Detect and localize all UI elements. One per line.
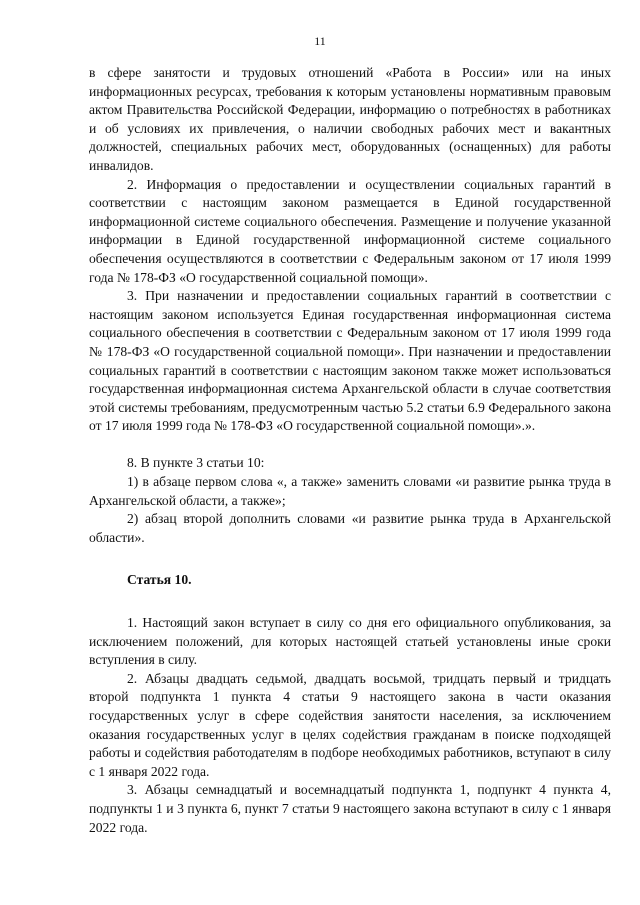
paragraph-item-8: 8. В пункте 3 статьи 10: — [127, 455, 265, 471]
document-body — [89, 64, 611, 837]
paragraph-item-2: 2. Информация о предоставлении и осуществлении социальных гарантий в соответствии с настоящим законом размещается в Единой государственной информационной системе социального обеспечения. Размещение и получение указанной информации в Единой государственной информационной системе социального обеспечения осуществляются в соответствии с Федеральным законом от 17 июля 1999 года № 178-ФЗ «О государственной социальной помощи». — [89, 176, 611, 285]
spacer — [89, 547, 611, 571]
spacer — [89, 436, 611, 455]
article-heading: Статья 10. — [127, 572, 192, 588]
page-number: 11 — [314, 34, 326, 48]
paragraph-subitem-2: 2) абзац второй дополнить словами «и развитие рынка труда в Архангельской области». — [89, 511, 611, 545]
paragraph-subitem-1: 1) в абзаце первом слова «, а также» заменить словами «и развитие рынка труда в Архангельской области, а также»; — [89, 474, 611, 508]
spacer — [89, 590, 611, 614]
article-10-item-1: 1. Настоящий закон вступает в силу со дня его официального опубликования, за исключением положений, для которых настоящей статьей установлены иные сроки вступления в силу. — [89, 615, 611, 668]
paragraph-continuation: в сфере занятости и трудовых отношений «Работа в России» или на иных информационных ресурсах, требования к которым установлены нормативным правовым актом Правительства Российской Федерации, информацию о потребностях в работниках и об условиях их привлечения, о наличии свободных рабочих мест и вакантных должностей, специальных рабочих мест, оборудованных (оснащенных) для работы инвалидов. — [89, 65, 611, 173]
paragraph-item-3: 3. При назначении и предоставлении социальных гарантий в соответствии с настоящим законом используется Единая государственная информационная система социального обеспечения в соответствии с Федеральным законом от 17 июля 1999 года № 178-ФЗ «О государственной социальной помощи». При назначении и предоставлении социальных гарантий в соответствии с настоящим законом также может использоваться государственная информационная система Архангельской области в случае соответствия этой системы требованиям, предусмотренным частью 5.2 статьи 6.9 Федерального закона от 17 июля 1999 года № 178-ФЗ «О государственной социальной помощи».». — [89, 288, 611, 434]
article-10-item-3: 3. Абзацы семнадцатый и восемнадцатый подпункта 1, подпункт 4 пункта 4, подпункты 1 и 3 пункта 6, пункт 7 статьи 9 настоящего закона вступают в силу с 1 января 2022 года. — [89, 782, 611, 835]
article-10-item-2: 2. Абзацы двадцать седьмой, двадцать восьмой, тридцать первый и тридцать второй подпункта 1 пункта 4 статьи 9 настоящего закона в части оказания государственных услуг в сфере содействия занятости населения, за исключением оказания государственных услуг в целях содействия гражданам в поиске подходящей работы и содействия работодателям в подборе необходимых работников, вступают в силу с 1 января 2022 года. — [89, 670, 611, 779]
